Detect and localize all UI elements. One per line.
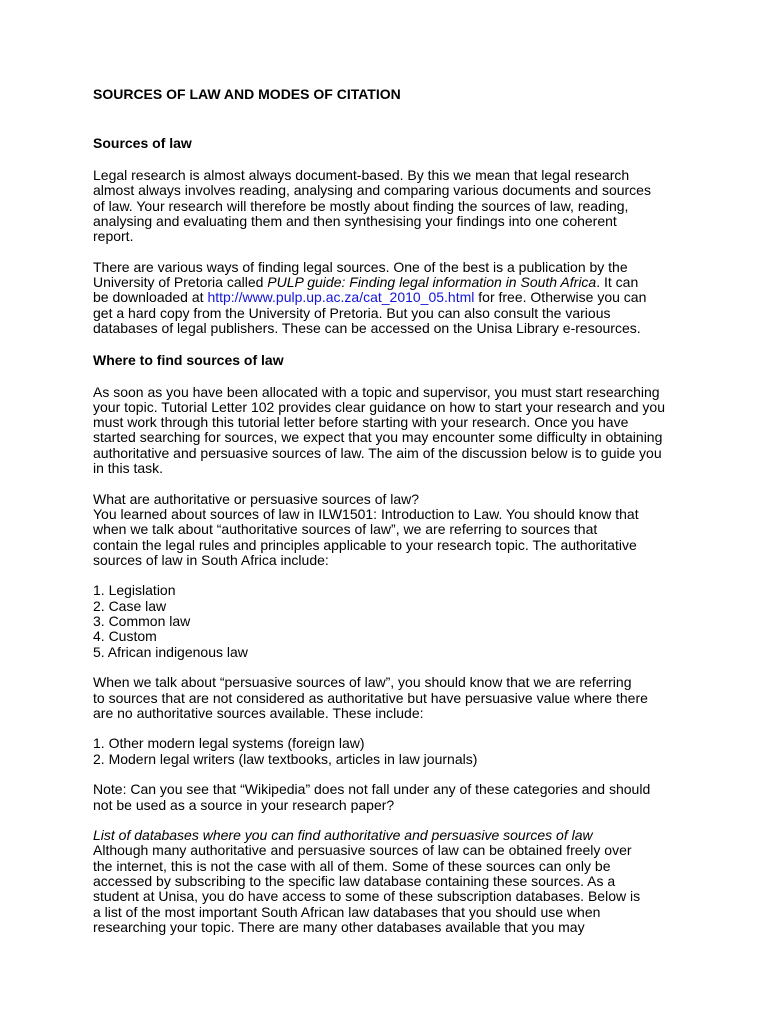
- text-line: in this task.: [93, 460, 164, 477]
- text-line: started searching for sources, we expect that you may encounter some difficulty in obtaining: [93, 429, 663, 446]
- list-item: 2. Modern legal writers (law textbooks, articles in law journals): [93, 750, 478, 767]
- text-fragment: for free. Otherwise you can: [474, 289, 647, 306]
- text-line: must work through this tutorial letter before starting with your research. Once you have: [93, 414, 629, 431]
- text-line: contain the legal rules and principles applicable to your research topic. The authoritative: [93, 536, 637, 553]
- list-item: 1. Other modern legal systems (foreign law): [93, 735, 365, 752]
- text-line: your topic. Tutorial Letter 102 provides clear guidance on how to start your research and you: [93, 398, 665, 415]
- text-line: when we talk about “authoritative sources of law”, we are referring to sources that: [93, 521, 598, 538]
- text-line: What are authoritative or persuasive sources of law?: [93, 490, 420, 507]
- paragraph-allocated-topic: [93, 385, 698, 477]
- paragraph-authoritative-sources: [93, 492, 698, 568]
- text-line: analysing and evaluating them and then synthesising your findings into one coherent: [93, 212, 617, 229]
- text-line: to sources that are not considered as authoritative but have persuasive value where there: [93, 689, 648, 706]
- text-line: There are various ways of finding legal sources. One of the best is a publication by the: [93, 258, 628, 275]
- text-line: sources of law in South Africa include:: [93, 551, 329, 568]
- document-title: SOURCES OF LAW AND MODES OF CITATION: [93, 86, 401, 102]
- text-line: of law. Your research will therefore be mostly about finding the sources of law, reading,: [93, 197, 629, 214]
- text-fragment: University of Pretoria called: [93, 274, 268, 291]
- pulp-guide-title: PULP guide: Finding legal information in South Africa: [267, 274, 597, 291]
- text-line: authoritative and persuasive sources of law. The aim of the discussion below is to guide you: [93, 444, 662, 461]
- paragraph-persuasive-sources: [93, 675, 698, 721]
- text-fragment: . It can: [596, 274, 639, 291]
- paragraph-legal-research: [93, 168, 698, 244]
- list-item: 4. Custom: [93, 628, 157, 645]
- persuasive-sources-list: [93, 736, 698, 767]
- paragraph-wikipedia-note: [93, 782, 698, 813]
- text-line: Legal research is almost always document-based. By this we mean that legal research: [93, 167, 630, 183]
- text-line: accessed by subscribing to the specific law database containing these sources. As a: [93, 873, 616, 890]
- text-line: student at Unisa, you do have access to some of these subscription databases. Below is: [93, 888, 641, 905]
- list-item: 2. Case law: [93, 597, 167, 614]
- text-line: You learned about sources of law in ILW1501: Introduction to Law. You should know that: [93, 505, 639, 522]
- databases-subheading: List of databases where you can find authoritative and persuasive sources of law: [93, 827, 593, 844]
- list-item: 3. Common law: [93, 613, 191, 630]
- text-line: Note: Can you see that “Wikipedia” does not fall under any of these categories and should: [93, 781, 651, 798]
- text-fragment: be downloaded at: [93, 289, 208, 306]
- text-line: As soon as you have been allocated with a topic and supervisor, you must start researching: [93, 383, 660, 400]
- text-line: a list of the most important South African law databases that you should use when: [93, 903, 601, 920]
- list-item: 1. Legislation: [93, 582, 176, 599]
- text-line: are no authoritative sources available. These include:: [93, 704, 424, 721]
- text-line: the internet, this is not the case with all of them. Some of these sources can only be: [93, 857, 611, 874]
- paragraph-finding-sources: [93, 260, 698, 336]
- pulp-guide-link[interactable]: http://www.pulp.up.ac.za/cat_2010_05.html: [207, 289, 475, 306]
- authoritative-sources-list: [93, 583, 698, 659]
- text-line: not be used as a source in your research paper?: [93, 796, 395, 813]
- paragraph-databases: [93, 828, 698, 935]
- section-heading-where-to-find: Where to find sources of law: [93, 351, 284, 368]
- text-line: databases of legal publishers. These can be accessed on the Unisa Library e-resources.: [93, 319, 641, 336]
- text-line: researching your topic. There are many other databases available that you may: [93, 918, 585, 935]
- text-line: report.: [93, 228, 134, 245]
- text-line: [93, 290, 698, 305]
- text-line: almost always involves reading, analysing and comparing various documents and sources: [93, 182, 651, 199]
- section-heading-sources-of-law: Sources of law: [93, 135, 192, 151]
- list-item: 5. African indigenous law: [93, 643, 248, 660]
- text-line: get a hard copy from the University of Pretoria. But you can also consult the various: [93, 304, 611, 321]
- text-line: When we talk about “persuasive sources of law”, you should know that we are referring: [93, 674, 632, 691]
- text-line: [93, 275, 698, 290]
- text-line: Although many authoritative and persuasive sources of law can be obtained freely over: [93, 842, 632, 859]
